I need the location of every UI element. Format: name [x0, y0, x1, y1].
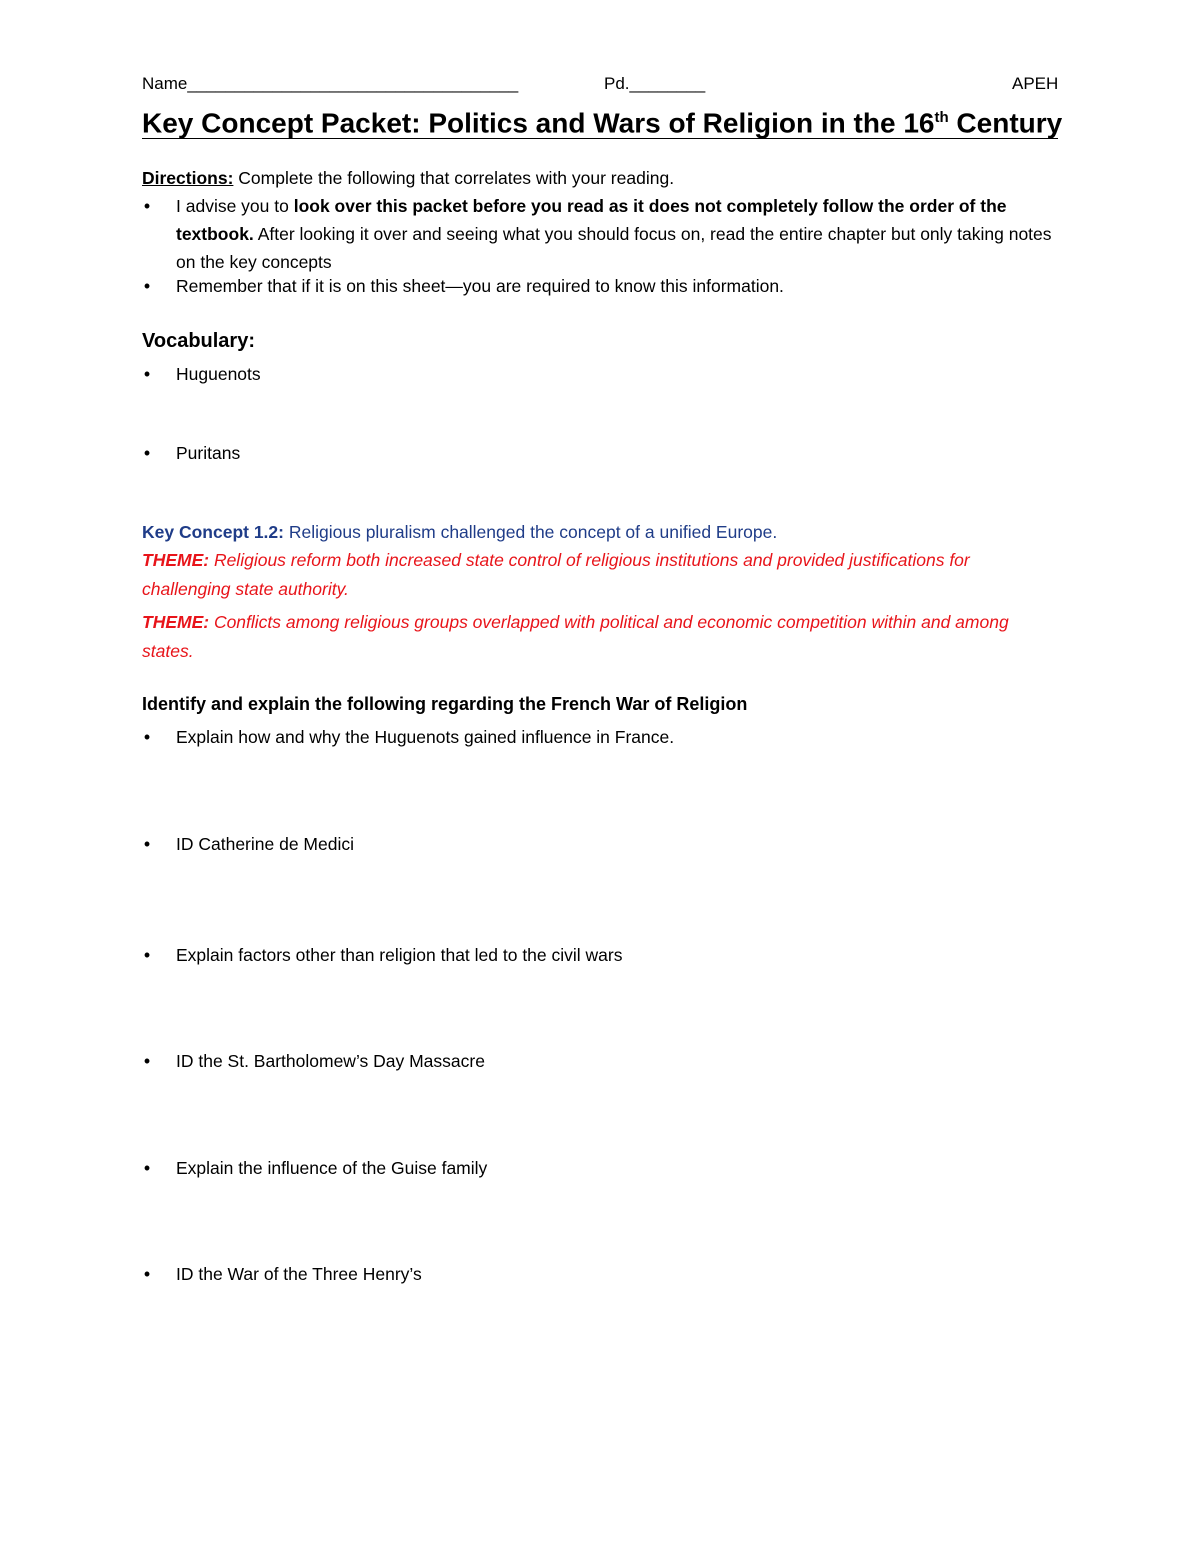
- period-field[interactable]: Pd.________: [604, 74, 706, 93]
- bullet-icon: •: [143, 727, 151, 747]
- course-label: APEH: [1012, 74, 1059, 93]
- key-concept-line: [142, 518, 777, 546]
- bullet-icon: •: [143, 1158, 151, 1178]
- bullet-1-pre: I advise you to: [176, 196, 294, 216]
- section-item-three-henrys: ID the War of the Three Henry’s: [176, 1264, 422, 1284]
- bullet-1-bold: look over this packet before you read as it does not completely follow the order of the textbook.: [176, 196, 1007, 244]
- title-main: Key Concept Packet: Politics and Wars of Religion in the 16: [142, 107, 935, 139]
- bullet-icon: •: [143, 945, 151, 965]
- directions-bullet-2: Remember that if it is on this sheet—you are required to know this information.: [176, 276, 784, 296]
- section-item-catherine: ID Catherine de Medici: [176, 834, 354, 854]
- page-title: [142, 98, 1063, 139]
- theme-1-text: Religious reform both increased state control of religious institutions and provided justifications for challenging state authority.: [142, 550, 970, 599]
- directions-text: Complete the following that correlates with your reading.: [233, 168, 675, 188]
- vocab-item-puritans: Puritans: [176, 443, 241, 463]
- title-superscript: th: [934, 109, 949, 126]
- bullet-icon: •: [143, 1264, 151, 1284]
- theme-2-text: Conflicts among religious groups overlapped with political and economic competition within and among states.: [142, 612, 1009, 661]
- vocab-item-huguenots: Huguenots: [176, 364, 261, 384]
- name-field[interactable]: Name___________________________________: [142, 74, 519, 93]
- section-item-huguenots-influence: Explain how and why the Huguenots gained influence in France.: [176, 727, 675, 747]
- section-item-factors: Explain factors other than religion that led to the civil wars: [176, 945, 623, 965]
- directions-label: Directions:: [142, 168, 234, 188]
- bullet-icon: •: [143, 364, 151, 384]
- bullet-icon: •: [143, 443, 151, 463]
- bullet-icon: •: [143, 1051, 151, 1071]
- bullet-icon: •: [143, 276, 151, 296]
- key-concept-text: Religious pluralism challenged the concept of a unified Europe.: [283, 522, 778, 542]
- directions-bullet-1: [176, 192, 1062, 276]
- key-concept-label: Key Concept 1.2:: [142, 522, 284, 542]
- vocabulary-heading: Vocabulary:: [142, 330, 255, 352]
- theme-2: [142, 608, 1060, 666]
- directions-line: [142, 164, 674, 192]
- section-heading: Identify and explain the following regarding the French War of Religion: [142, 694, 748, 714]
- bullet-icon: •: [143, 196, 151, 216]
- theme-1: [142, 546, 1060, 604]
- title-end: Century: [948, 107, 1063, 139]
- theme-1-label: THEME:: [142, 550, 210, 570]
- section-item-st-bartholomew: ID the St. Bartholomew’s Day Massacre: [176, 1051, 485, 1071]
- bullet-1-post: After looking it over and seeing what you should focus on, read the entire chapter but only taking notes on the key concepts: [176, 224, 1052, 272]
- section-item-guise: Explain the influence of the Guise family: [176, 1158, 488, 1178]
- bullet-icon: •: [143, 834, 151, 854]
- theme-2-label: THEME:: [142, 612, 210, 632]
